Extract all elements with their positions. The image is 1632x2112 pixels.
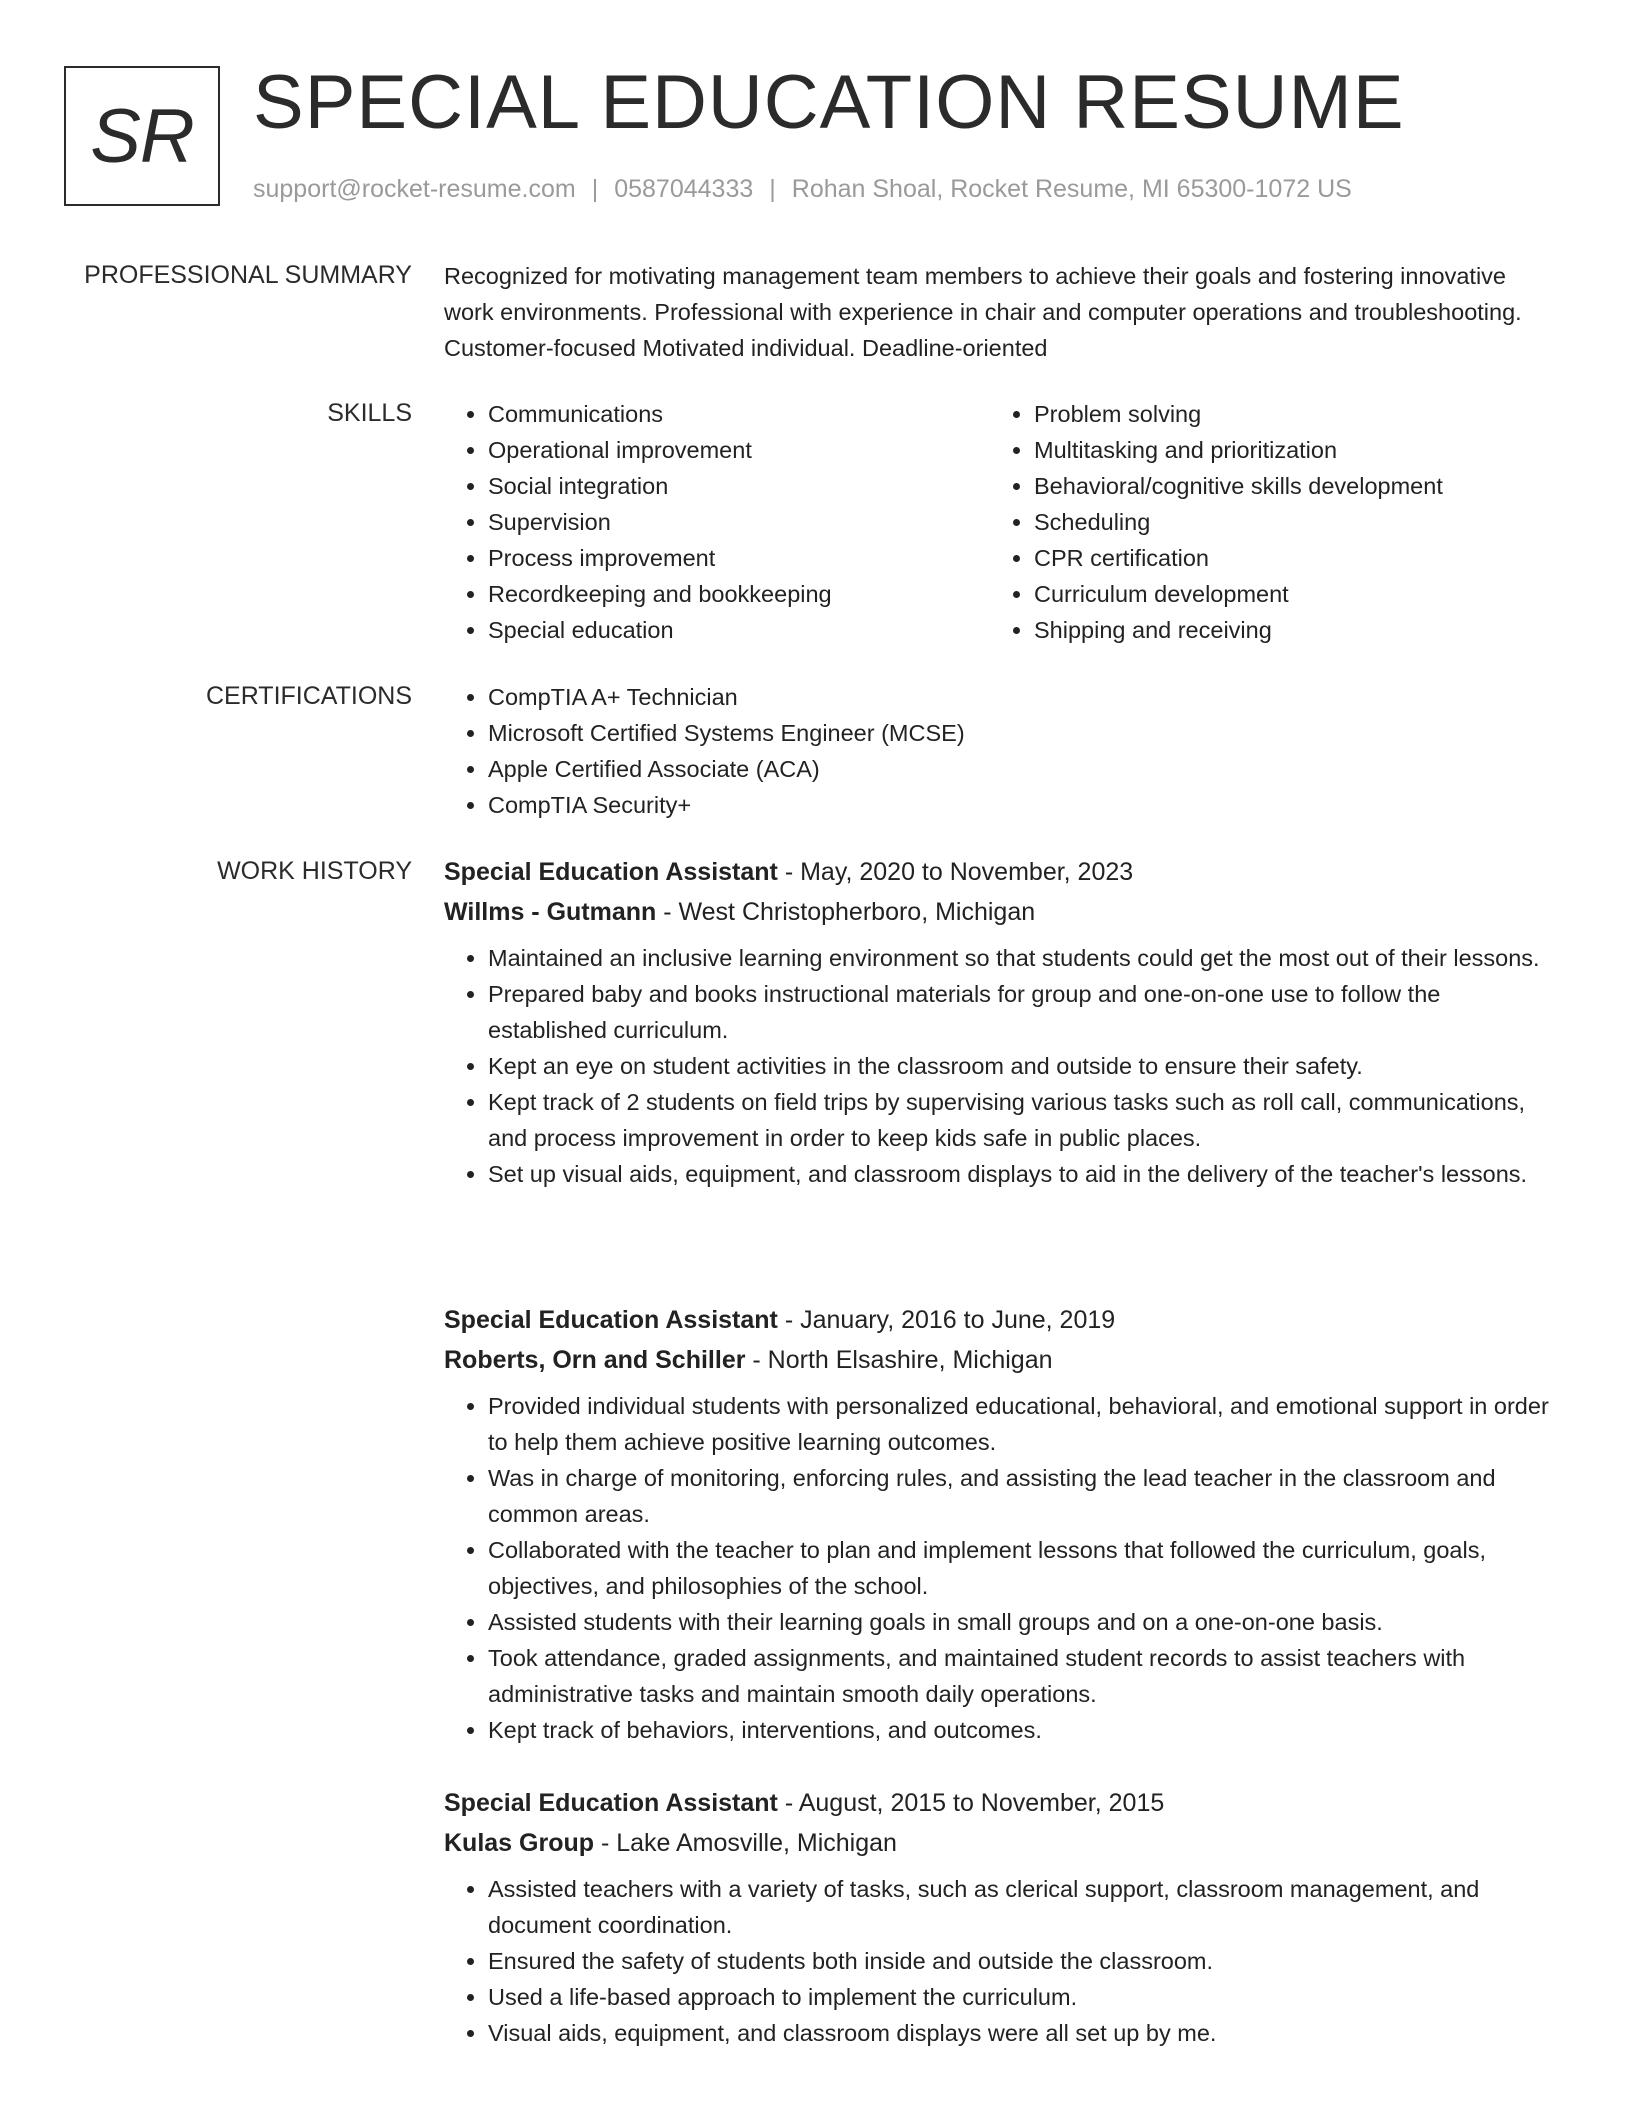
job-duty: • Used a life-based approach to implement the curriculum. xyxy=(488,1979,1559,2015)
job-title: Special Education Assistant xyxy=(444,1306,778,1334)
contact-line xyxy=(253,174,1352,204)
contact-email: support@rocket-resume.com xyxy=(253,175,576,203)
job-company: Kulas Group xyxy=(444,1829,595,1857)
job-company-line xyxy=(444,1823,1559,1863)
job-duties-list xyxy=(444,1871,1559,2051)
certifications-list xyxy=(444,679,1559,823)
skills-list-left xyxy=(444,396,990,648)
job-title-line xyxy=(444,1783,1559,1823)
job-title-line xyxy=(444,1300,1559,1340)
skills-list-right xyxy=(990,396,1536,648)
job-duty: • Visual aids, equipment, and classroom displays were all set up by me. xyxy=(488,2015,1559,2051)
skills-body xyxy=(444,396,1559,648)
job-company: Willms - Gutmann xyxy=(444,898,657,926)
monogram-initials: SR xyxy=(90,93,194,179)
job-duty: • Was in charge of monitoring, enforcing rules, and assisting the lead teacher in the classroom and common areas. xyxy=(488,1460,1559,1532)
resume-title: SPECIAL EDUCATION RESUME xyxy=(253,60,1405,145)
job-body xyxy=(444,1783,1559,2051)
job-duty: • Ensured the safety of students both inside and outside the classroom. xyxy=(488,1943,1559,1979)
job-duty: • Assisted students with their learning goals in small groups and on a one-on-one basis. xyxy=(488,1604,1559,1640)
job-company: Roberts, Orn and Schiller xyxy=(444,1346,746,1374)
certification-item: • CompTIA Security+ xyxy=(488,787,1559,823)
certifications-label: CERTIFICATIONS xyxy=(205,682,412,710)
job-duty: • Kept track of 2 students on field trips by supervising various tasks such as roll call, communications, and process improvement in order to keep kids safe in public places. xyxy=(488,1084,1559,1156)
summary-text: Recognized for motivating management team members to achieve their goals and fostering innovative work environments. Professional with experience in chair and computer operations and troubleshooting. Customer-focused Motivated individual. Deadline-oriented xyxy=(444,263,1522,361)
skill-item: • Problem solving xyxy=(1034,396,1536,432)
certification-item: • CompTIA A+ Technician xyxy=(488,679,1559,715)
job-duty: • Collaborated with the teacher to plan and implement lessons that followed the curriculum, goals, objectives, and philosophies of the school. xyxy=(488,1532,1559,1604)
skill-item: • Curriculum development xyxy=(1034,576,1536,612)
job-company-line xyxy=(444,1340,1559,1380)
certification-item: • Microsoft Certified Systems Engineer (MCSE) xyxy=(488,715,1559,751)
job-title: Special Education Assistant xyxy=(444,858,778,886)
job-duty: • Maintained an inclusive learning environment so that students could get the most out of their lessons. xyxy=(488,940,1559,976)
job-duty: • Prepared baby and books instructional materials for group and one-on-one use to follow the established curriculum. xyxy=(488,976,1559,1048)
contact-separator: | xyxy=(591,175,599,203)
job-duty: • Provided individual students with personalized educational, behavioral, and emotional support in order to help them achieve positive learning outcomes. xyxy=(488,1388,1559,1460)
job-location: - Lake Amosville, Michigan xyxy=(594,1829,897,1857)
job-dates: - August, 2015 to November, 2015 xyxy=(777,1789,1165,1817)
monogram-logo xyxy=(64,66,220,206)
skill-item: • Social integration xyxy=(488,468,990,504)
skill-item: • Multitasking and prioritization xyxy=(1034,432,1536,468)
certifications-body xyxy=(444,679,1559,823)
job-duties-list xyxy=(444,940,1559,1192)
skill-item: • Operational improvement xyxy=(488,432,990,468)
job-duty: • Kept track of behaviors, interventions, and outcomes. xyxy=(488,1712,1559,1748)
summary-body xyxy=(444,258,1559,366)
skill-item: • Special education xyxy=(488,612,990,648)
skill-item: • Scheduling xyxy=(1034,504,1536,540)
skill-item: • Process improvement xyxy=(488,540,990,576)
summary-label: PROFESSIONAL SUMMARY xyxy=(84,261,412,289)
job-duty: • Kept an eye on student activities in the classroom and outside to ensure their safety. xyxy=(488,1048,1559,1084)
contact-phone: 0587044333 xyxy=(614,175,754,203)
skill-item: • Supervision xyxy=(488,504,990,540)
job-duties-list xyxy=(444,1388,1559,1748)
job-location: - North Elsashire, Michigan xyxy=(745,1346,1053,1374)
work-history-label: WORK HISTORY xyxy=(217,857,412,885)
job-title: Special Education Assistant xyxy=(444,1789,778,1817)
job-dates: - May, 2020 to November, 2023 xyxy=(777,858,1134,886)
skills-label: SKILLS xyxy=(327,399,412,427)
skill-item: • Shipping and receiving xyxy=(1034,612,1536,648)
job-body xyxy=(444,852,1559,1192)
job-duty: • Set up visual aids, equipment, and classroom displays to aid in the delivery of the teacher's lessons. xyxy=(488,1156,1559,1192)
job-location: - West Christopherboro, Michigan xyxy=(656,898,1036,926)
job-duty: • Assisted teachers with a variety of tasks, such as clerical support, classroom management, and document coordination. xyxy=(488,1871,1559,1943)
skill-item: • Communications xyxy=(488,396,990,432)
certification-item: • Apple Certified Associate (ACA) xyxy=(488,751,1559,787)
skill-item: • CPR certification xyxy=(1034,540,1536,576)
skill-item: • Recordkeeping and bookkeeping xyxy=(488,576,990,612)
contact-separator: | xyxy=(769,175,776,203)
skill-item: • Behavioral/cognitive skills development xyxy=(1034,468,1536,504)
job-duty: • Took attendance, graded assignments, and maintained student records to assist teachers with administrative tasks and maintain smooth daily operations. xyxy=(488,1640,1559,1712)
job-body xyxy=(444,1300,1559,1748)
job-company-line xyxy=(444,892,1559,932)
job-dates: - January, 2016 to June, 2019 xyxy=(777,1306,1116,1334)
contact-address: Rohan Shoal, Rocket Resume, MI 65300-1072 US xyxy=(791,175,1352,203)
job-title-line xyxy=(444,852,1559,892)
